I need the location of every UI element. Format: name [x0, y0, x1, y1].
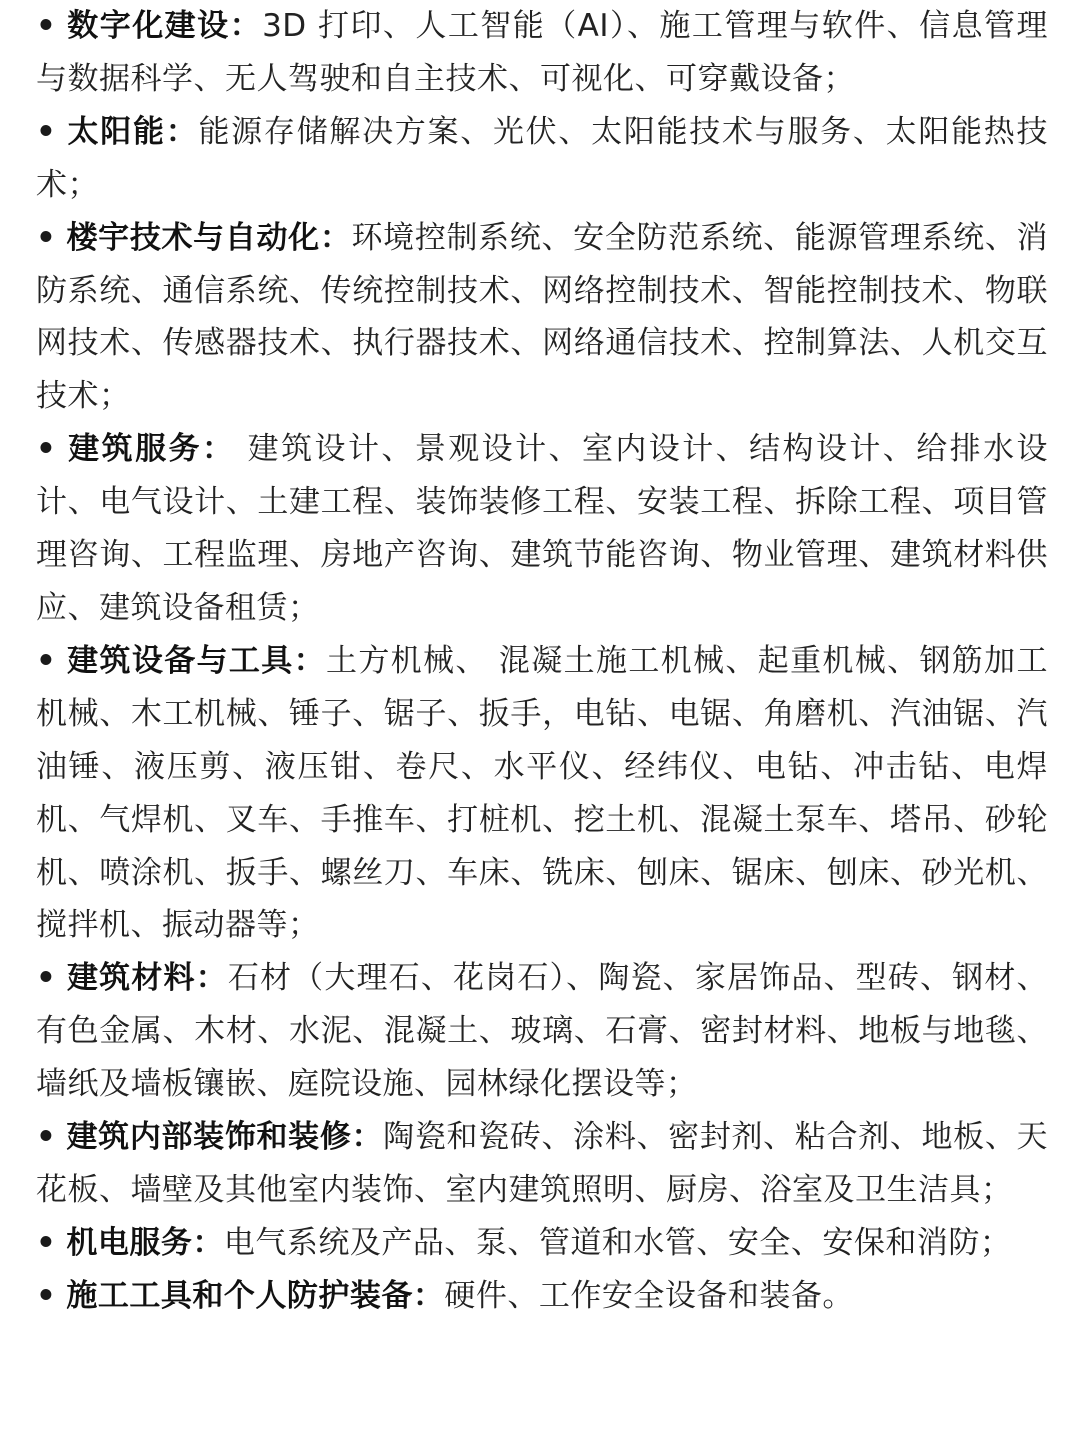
item-separator: ： — [412, 1277, 445, 1314]
bullet: • — [36, 1119, 57, 1156]
bullet: • — [36, 1277, 57, 1314]
item-term: 太阳能 — [66, 113, 166, 150]
item-term: 机电服务 — [66, 1224, 193, 1261]
item-description: 能源存储解决方案、光伏、太阳能技术与服务、太阳能热技术； — [36, 113, 1049, 203]
item-term: 建筑内部装饰和装修 — [66, 1119, 352, 1156]
bullet: • — [36, 219, 57, 256]
item-term: 建筑设备与工具 — [66, 642, 294, 679]
list-item-solar — [36, 106, 1048, 212]
list-item-interior-decoration — [36, 1111, 1048, 1217]
bullet: • — [36, 8, 57, 44]
bullet: • — [36, 431, 57, 468]
item-term: 施工工具和个人防护装备 — [66, 1277, 413, 1314]
list-item-building-automation — [36, 212, 1048, 424]
item-term: 楼宇技术与自动化 — [66, 219, 320, 256]
bullet: • — [36, 1224, 57, 1261]
item-separator: ： — [319, 219, 352, 256]
item-separator: ： — [201, 431, 236, 468]
item-description: 硬件、工作安全设备和装备。 — [444, 1277, 854, 1314]
bullet: • — [36, 113, 57, 150]
bullet: • — [36, 642, 57, 679]
item-description: 建筑设计、景观设计、室内设计、结构设计、给排水设计、电气设计、土建工程、装饰装修工程、安装工程、拆除工程、项目管理咨询、工程监理、房地产咨询、建筑节能咨询、物业管理、建筑材料供应、建筑设备租赁； — [36, 431, 1049, 626]
exhibit-category-list — [36, 0, 1048, 1323]
list-item-tools-ppe — [36, 1270, 1048, 1323]
item-description: 陶瓷和瓷砖、涂料、密封剂、粘合剂、地板、天花板、墙壁及其他室内装饰、室内建筑照明、厨房、浴室及卫生洁具； — [36, 1119, 1049, 1208]
list-item-equipment-tools — [36, 635, 1048, 952]
item-description: 石材（大理石、花岗石）、陶瓷、家居饰品、型砖、钢材、有色金属、木材、水泥、混凝土、玻璃、石膏、密封材料、地板与地毯、墙纸及墙板镶嵌、庭院设施、园林绿化摆设等； — [36, 960, 1049, 1103]
list-item-digital-construction — [36, 0, 1048, 106]
item-term: 建筑材料 — [66, 960, 196, 997]
item-separator: ： — [192, 1224, 224, 1261]
item-separator: ： — [293, 642, 326, 679]
item-description: 3D 打印、人工智能（AI）、施工管理与软件、信息管理与数据科学、无人驾驶和自主技术、可视化、可穿戴设备； — [36, 8, 1049, 97]
item-term: 建筑服务 — [66, 431, 202, 468]
bullet: • — [36, 960, 57, 997]
item-description: 环境控制系统、安全防范系统、能源管理系统、消防系统、通信系统、传统控制技术、网络控制技术、智能控制技术、物联网技术、传感器技术、执行器技术、网络通信技术、控制算法、人机交互技术； — [36, 219, 1049, 415]
list-item-building-materials — [36, 952, 1048, 1111]
item-term: 数字化建设 — [66, 8, 230, 44]
item-separator: ： — [195, 960, 228, 997]
item-description: 电气系统及产品、泵、管道和水管、安全、安保和消防； — [223, 1224, 1012, 1261]
item-separator: ： — [229, 8, 263, 44]
item-separator: ： — [165, 113, 199, 150]
item-separator: ： — [351, 1119, 384, 1156]
item-description: 土方机械、 混凝土施工机械、起重机械、钢筋加工机械、木工机械、锤子、锯子、扳手，电钻、电锯、角磨机、汽油锯、汽油锤、液压剪、液压钳、卷尺、水平仪、经纬仪、电钻、冲击钻、电焊机、气焊机、叉车、手推车、打桩机、挖土机、混凝土泵车、塔吊、砂轮机、喷涂机、扳手、螺丝刀、车床、铣床、刨床、锯床、刨床、砂光机、搅拌机、振动器等； — [36, 642, 1049, 944]
list-item-mep-services — [36, 1217, 1048, 1270]
list-item-building-services — [36, 423, 1048, 635]
